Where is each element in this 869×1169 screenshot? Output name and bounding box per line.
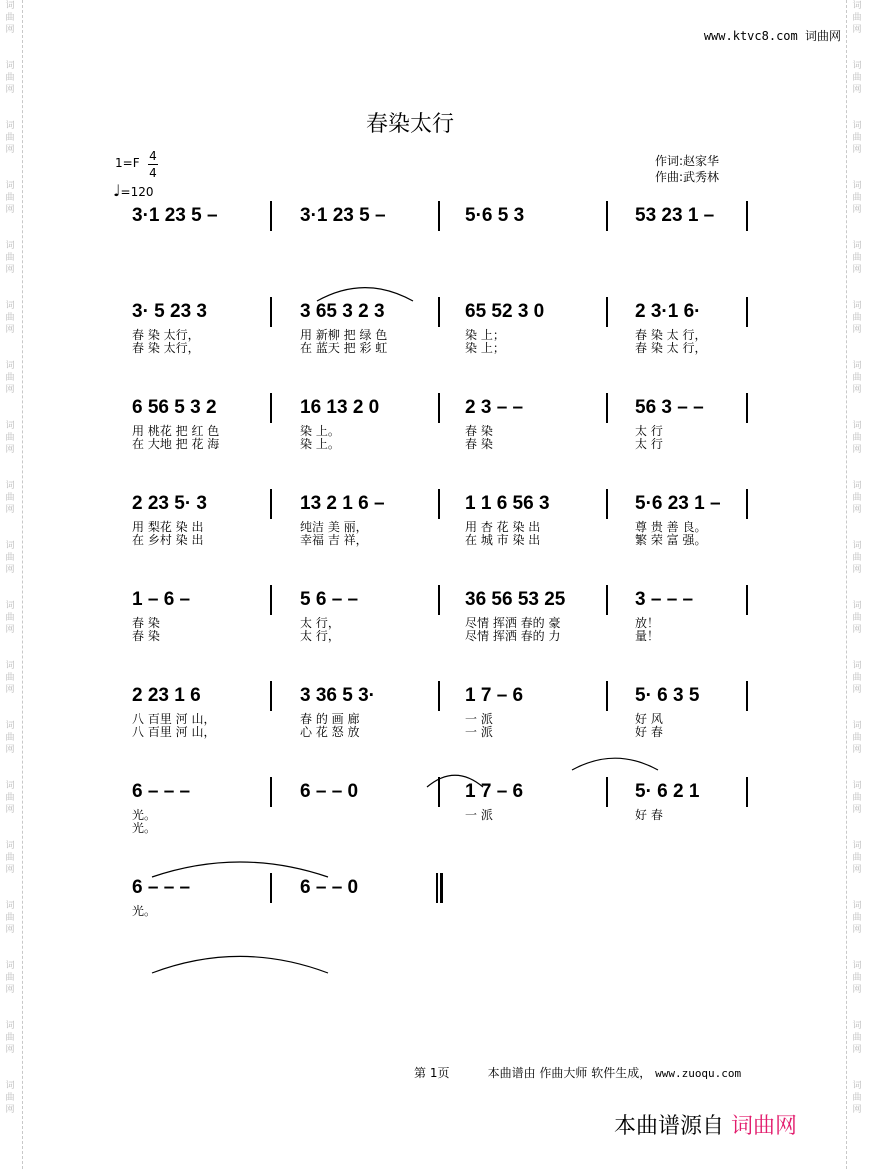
lyric-verse-1: 染 上；: [465, 328, 505, 342]
measure-notes: 3 – – –: [635, 589, 694, 610]
measure-notes: 3·1 23 5 –: [300, 205, 386, 226]
final-barline-thick: [440, 873, 443, 903]
barline: [270, 681, 272, 711]
lyric-verse-2: 一 派: [465, 725, 493, 739]
lyric-verse-1: 春 的 画 廊: [300, 712, 360, 726]
measure-notes: 36 56 53 25: [465, 589, 566, 610]
lyric-verse-2: 染 上。: [300, 437, 340, 451]
lyric-verse-1: 春 染: [465, 424, 493, 438]
measure-notes: 3· 5 23 3: [132, 301, 207, 322]
barline: [746, 777, 748, 807]
site-link[interactable]: [704, 27, 841, 44]
lyric-verse-2: 太 行，: [300, 629, 340, 643]
source-prefix: 本曲谱源自: [614, 1114, 725, 1139]
lyric-verse-1: 尊 贵 善 良。: [635, 520, 707, 534]
lyric-verse-1: 好 风: [635, 712, 663, 726]
measure-notes: 6 – – –: [132, 781, 191, 802]
lyric-verse-2: 春 染: [465, 437, 493, 451]
tempo-value: =120: [120, 185, 154, 199]
lyric-verse-1: 光。: [132, 904, 157, 918]
left-watermark-strip: [0, 0, 23, 1169]
lyric-verse-2: 幸福 吉 祥，: [300, 533, 368, 547]
barline: [606, 201, 608, 231]
score-system: [110, 877, 754, 927]
score-system: [110, 205, 754, 255]
measure-notes: 56 3 – –: [635, 397, 704, 418]
measure-notes: 1 7 – 6: [465, 685, 524, 706]
barline: [438, 297, 440, 327]
page-footer: [414, 1064, 741, 1081]
watermark-text: 词 曲 网 词 曲 网 词 曲 网 词 曲 网 词 曲 网 词 曲 网 词 曲 网 词 曲 网 词 曲 网 词 曲 网 词 曲 网 词 曲 网 词 曲 网 词 曲 网 词 曲 网 词 曲 网 词 曲 网 词 曲 网 词 曲 网: [5, 1, 15, 1115]
time-signature-bottom: 4: [149, 166, 157, 180]
slur-mark: [315, 285, 415, 303]
lyric-verse-1: 一 派: [465, 808, 493, 822]
lyric-verse-1: 春 染 太 行，: [635, 328, 707, 342]
barline: [746, 201, 748, 231]
lyric-verse-2: 心 花 怒 放: [300, 725, 360, 739]
lyric-verse-1: 用 杏 花 染 出: [465, 520, 541, 534]
tempo-marking: [113, 181, 154, 200]
lyric-verse-1: 八 百里 河 山，: [132, 712, 216, 726]
right-watermark-strip: [846, 0, 869, 1169]
slur-mark: [425, 773, 485, 789]
measure-notes: 2 23 5· 3: [132, 493, 207, 514]
lyric-verse-1: 染 上。: [300, 424, 340, 438]
measure-notes: 16 13 2 0: [300, 397, 380, 418]
lyric-verse-1: 太 行: [635, 424, 663, 438]
lyric-verse-2: 染 上；: [465, 341, 505, 355]
lyricist: 作词:赵家华: [655, 154, 720, 168]
measure-notes: 5·6 23 1 –: [635, 493, 721, 514]
credits: [655, 153, 719, 185]
barline: [746, 681, 748, 711]
barline: [746, 393, 748, 423]
barline: [270, 393, 272, 423]
time-signature: [148, 148, 158, 181]
final-barline-thin: [436, 873, 438, 903]
barline: [606, 297, 608, 327]
measure-notes: 6 – – 0: [300, 781, 359, 802]
lyric-verse-2: 八 百里 河 山，: [132, 725, 216, 739]
measure-notes: 1 7 – 6: [465, 781, 524, 802]
source-site[interactable]: 词曲网: [731, 1114, 798, 1139]
lyric-verse-1: 用 桃花 把 红 色: [132, 424, 220, 438]
lyric-verse-1: 尽情 挥洒 春的 豪: [465, 616, 561, 630]
lyric-verse-1: 光。: [132, 808, 157, 822]
watermark-text: 词 曲 网 词 曲 网 词 曲 网 词 曲 网 词 曲 网 词 曲 网 词 曲 网 词 曲 网 词 曲 网 词 曲 网 词 曲 网 词 曲 网 词 曲 网 词 曲 网 词 曲 网 词 曲 网 词 曲 网 词 曲 网 词 曲 网: [852, 1, 862, 1115]
quarter-note-icon: ♩: [113, 181, 121, 200]
lyric-verse-2: 繁 荣 富 强。: [635, 533, 707, 547]
barline: [746, 489, 748, 519]
measure-notes: 13 2 1 6 –: [300, 493, 385, 514]
barline: [270, 489, 272, 519]
lyric-verse-1: 太 行，: [300, 616, 340, 630]
slur-mark: [570, 756, 660, 772]
site-name[interactable]: 词曲网: [804, 29, 841, 43]
lyric-verse-1: 纯洁 美 丽，: [300, 520, 368, 534]
lyric-verse-2: 在 城 市 染 出: [465, 533, 541, 547]
measure-notes: 5· 6 3 5: [635, 685, 700, 706]
barline: [606, 777, 608, 807]
barline: [270, 777, 272, 807]
lyric-verse-2: 在 乡村 染 出: [132, 533, 204, 547]
song-title: 春染太行: [365, 112, 454, 137]
barline: [606, 393, 608, 423]
composer: 作曲:武秀林: [655, 170, 720, 184]
lyric-verse-2: 尽情 挥洒 春的 力: [465, 629, 561, 643]
measure-notes: 2 23 1 6: [132, 685, 201, 706]
barline: [438, 681, 440, 711]
barline: [438, 489, 440, 519]
score-system: [110, 493, 754, 547]
lyric-verse-2: 春 染 太 行，: [635, 341, 707, 355]
lyric-verse-1: 春 染 太行，: [132, 328, 200, 342]
measure-notes: 5· 6 2 1: [635, 781, 700, 802]
measure-notes: 6 56 5 3 2: [132, 397, 217, 418]
barline: [270, 585, 272, 615]
generator-url[interactable]: www.zuoqu.com: [655, 1067, 742, 1080]
barline: [746, 297, 748, 327]
barline: [606, 585, 608, 615]
lyric-verse-1: 放！: [635, 616, 660, 630]
lyric-verse-1: 好 春: [635, 808, 663, 822]
score-system: [110, 589, 754, 643]
barline: [606, 489, 608, 519]
measure-notes: 1 – 6 –: [132, 589, 191, 610]
barline: [438, 585, 440, 615]
measure-notes: 5 6 – –: [300, 589, 359, 610]
lyric-verse-2: 太 行: [635, 437, 663, 451]
measure-notes: 65 52 3 0: [465, 301, 545, 322]
lyric-verse-2: 春 染 太行，: [132, 341, 200, 355]
lyric-verse-1: 用 新柳 把 绿 色: [300, 328, 388, 342]
barline: [438, 201, 440, 231]
measure-notes: 2 3 – –: [465, 397, 524, 418]
lyric-verse-1: 一 派: [465, 712, 493, 726]
measure-notes: 5·6 5 3: [465, 205, 525, 226]
site-url[interactable]: www.ktvc8.com: [703, 29, 798, 43]
barline: [270, 297, 272, 327]
generator-note: 本曲谱由 作曲大师 软件生成，: [487, 1066, 652, 1080]
time-signature-top: 4: [149, 149, 157, 163]
lyric-verse-2: 在 大地 把 花 海: [132, 437, 220, 451]
measure-notes: 6 – – 0: [300, 877, 359, 898]
lyric-verse-2: 好 春: [635, 725, 663, 739]
page-number: 第 1页: [414, 1066, 450, 1080]
barline: [270, 201, 272, 231]
measure-notes: 3 36 5 3·: [300, 685, 375, 706]
lyric-verse-1: 春 染: [132, 616, 160, 630]
lyric-verse-2: 在 蓝天 把 彩 虹: [300, 341, 388, 355]
key-signature: 1=F: [115, 156, 140, 170]
barline: [606, 681, 608, 711]
measure-notes: 1 1 6 56 3: [465, 493, 550, 514]
source-line: [614, 1109, 797, 1140]
barline: [746, 585, 748, 615]
measure-notes: 3·1 23 5 –: [132, 205, 218, 226]
measure-notes: 6 – – –: [132, 877, 191, 898]
lyric-verse-2: 量！: [635, 629, 660, 643]
score-system: [110, 397, 754, 451]
lyric-verse-2: 春 染: [132, 629, 160, 643]
slur-mark: [150, 953, 330, 975]
score-system: [110, 301, 754, 355]
measure-notes: 3 65 3 2 3: [300, 301, 385, 322]
score-system: [110, 685, 754, 739]
barline: [438, 393, 440, 423]
slur-mark: [150, 859, 330, 879]
lyric-verse-1: 用 梨花 染 出: [132, 520, 204, 534]
measure-notes: 53 23 1 –: [635, 205, 715, 226]
lyric-verse-2: 光。: [132, 821, 157, 835]
measure-notes: 2 3·1 6·: [635, 301, 701, 322]
